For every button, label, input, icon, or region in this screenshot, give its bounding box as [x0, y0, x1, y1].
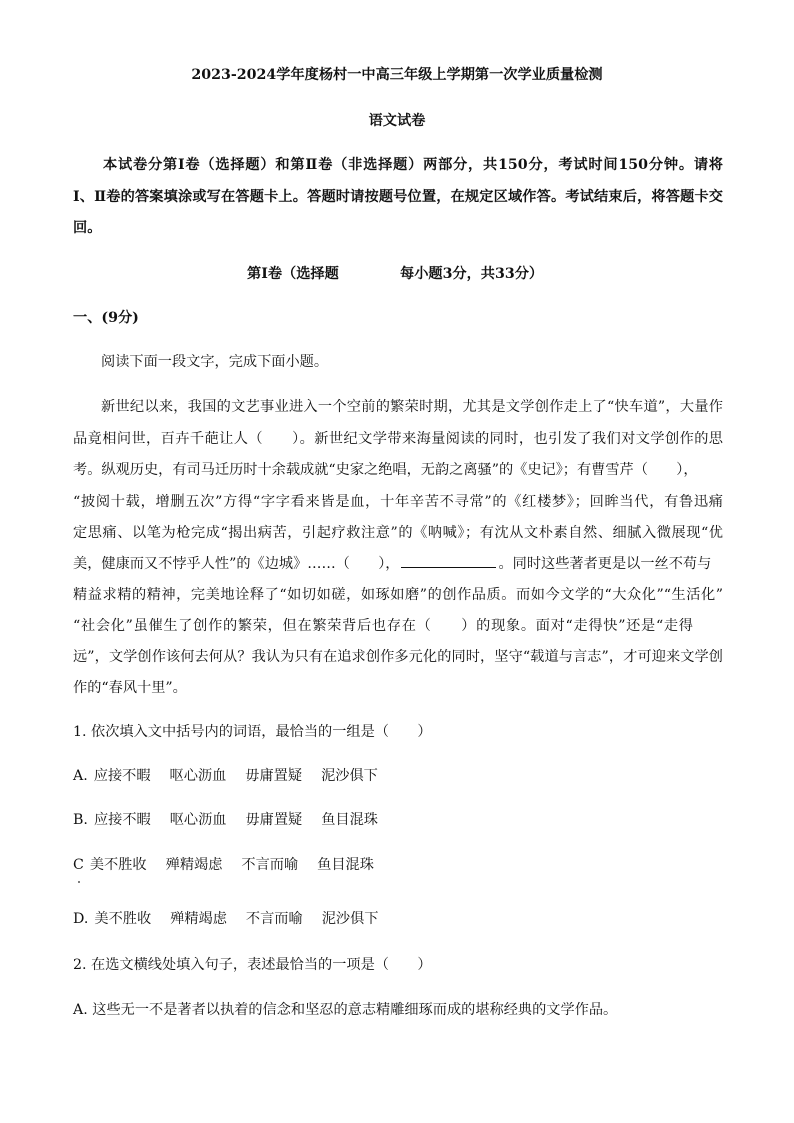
passage-line-6-start: 美，健康而又不悖乎人性”的《边城》……（ ），: [73, 556, 400, 572]
option-label: C: [73, 857, 84, 873]
option-word: 毋庸置疑: [245, 768, 303, 784]
option-word: 殚精竭虑: [165, 857, 223, 873]
instructions-line-1: 本试卷分第Ⅰ卷（选择题）和第Ⅱ卷（非选择题）两部分，共150分，考试时间150分钟。请将: [103, 157, 723, 173]
option-word: 毋庸置疑: [245, 812, 303, 828]
passage-line-3: 考。纵观历史，有司马迁历时十余载成就“史家之绝唱，无韵之离骚”的《史记》；有曹雪芹（ ），: [73, 462, 698, 478]
option-word: 泥沙俱下: [321, 768, 378, 784]
question-2-option-a: A. 这些无一不是著者以执着的信念和坚忍的意志精雕细琢而成的堪称经典的文学作品。: [73, 1002, 618, 1018]
passage-line-10: 作的“春风十里”。: [73, 680, 187, 696]
option-word: 应接不暇: [93, 812, 151, 828]
option-word: 殚精竭虑: [170, 911, 227, 927]
passage-line-5: 定思痛、以笔为枪完成“揭出病苦，引起疗救注意”的《呐喊》；有沈从文朴素自然、细腻入微展现“优: [73, 525, 723, 541]
question-1-option-a: [73, 766, 397, 786]
option-label: D.: [73, 911, 89, 927]
subject-title: 语文试卷: [368, 113, 426, 129]
option-word: 鱼目混珠: [317, 857, 374, 873]
option-label: A.: [73, 768, 88, 784]
option-word: 美不胜收: [94, 911, 152, 927]
stray-dot-mark: [78, 881, 80, 883]
option-word: 应接不暇: [93, 768, 151, 784]
passage-line-1: 新世纪以来，我国的文艺事业进入一个空前的繁荣时期，尤其是文学创作走上了“快车道”，大量作: [101, 399, 723, 415]
passage-line-7: 精益求精的精神，完美地诠释了“如切如磋，如琢如磨”的创作品质。而如今文学的“大众化”“生活化”: [73, 587, 723, 603]
passage-line-6-end: 。同时这些著者更是以一丝不苟与: [498, 556, 712, 572]
option-word: 不言而喻: [241, 857, 299, 873]
option-word: 呕心沥血: [169, 812, 227, 828]
passage-line-2: 品竟相问世，百卉千葩让人（ ）。新世纪文学带来海量阅读的同时，也引发了我们对文学创作的思: [73, 431, 723, 447]
question-1-option-c: [73, 855, 393, 875]
question-1-stem: 1. 依次填入文中括号内的词语，最恰当的一组是（ ）: [73, 724, 432, 740]
option-word: 泥沙俱下: [321, 911, 379, 927]
question-1-option-d: [73, 909, 397, 929]
passage-line-4: “披阅十载，增删五次”方得“字字看来皆是血，十年辛苦不寻常”的《红楼梦》；回眸当代，有鲁迅痛: [73, 494, 723, 510]
instructions-line-2: Ⅰ、Ⅱ卷的答案填涂或写在答题卡上。答题时请按题号位置，在规定区域作答。考试结束后，将答题卡交: [73, 189, 723, 205]
option-label: B.: [73, 812, 88, 828]
option-word: 美不胜收: [89, 857, 147, 873]
part1-title: 第Ⅰ卷（选择题: [247, 266, 339, 282]
option-word: 不言而喻: [245, 911, 303, 927]
passage-line-9: 远”，文学创作该何去何从？我认为只有在追求创作多元化的同时，坚守“载道与言志”，才可迎来文学创: [73, 649, 723, 665]
option-word: 呕心沥血: [169, 768, 227, 784]
question-2-stem: 2. 在选文横线处填入句子，表述最恰当的一项是（ ）: [73, 957, 432, 973]
part1-scoring: 每小题3分，共33分）: [400, 266, 544, 282]
question-1-option-b: [73, 810, 397, 830]
section1-prompt: 阅读下面一段文字，完成下面小题。: [101, 354, 329, 370]
instructions-line-3: 回。: [73, 220, 102, 236]
passage-line-6: [73, 553, 711, 574]
option-word: 鱼目混珠: [321, 812, 378, 828]
answer-blank: [401, 553, 496, 568]
section1-heading: 一、(9分): [73, 310, 139, 326]
exam-title: 2023-2024学年度杨村一中高三年级上学期第一次学业质量检测: [191, 67, 603, 83]
passage-line-8: “社会化”虽催生了创作的繁荣，但在繁荣背后也存在（ ）的现象。面对“走得快”还是“走得: [73, 618, 693, 634]
